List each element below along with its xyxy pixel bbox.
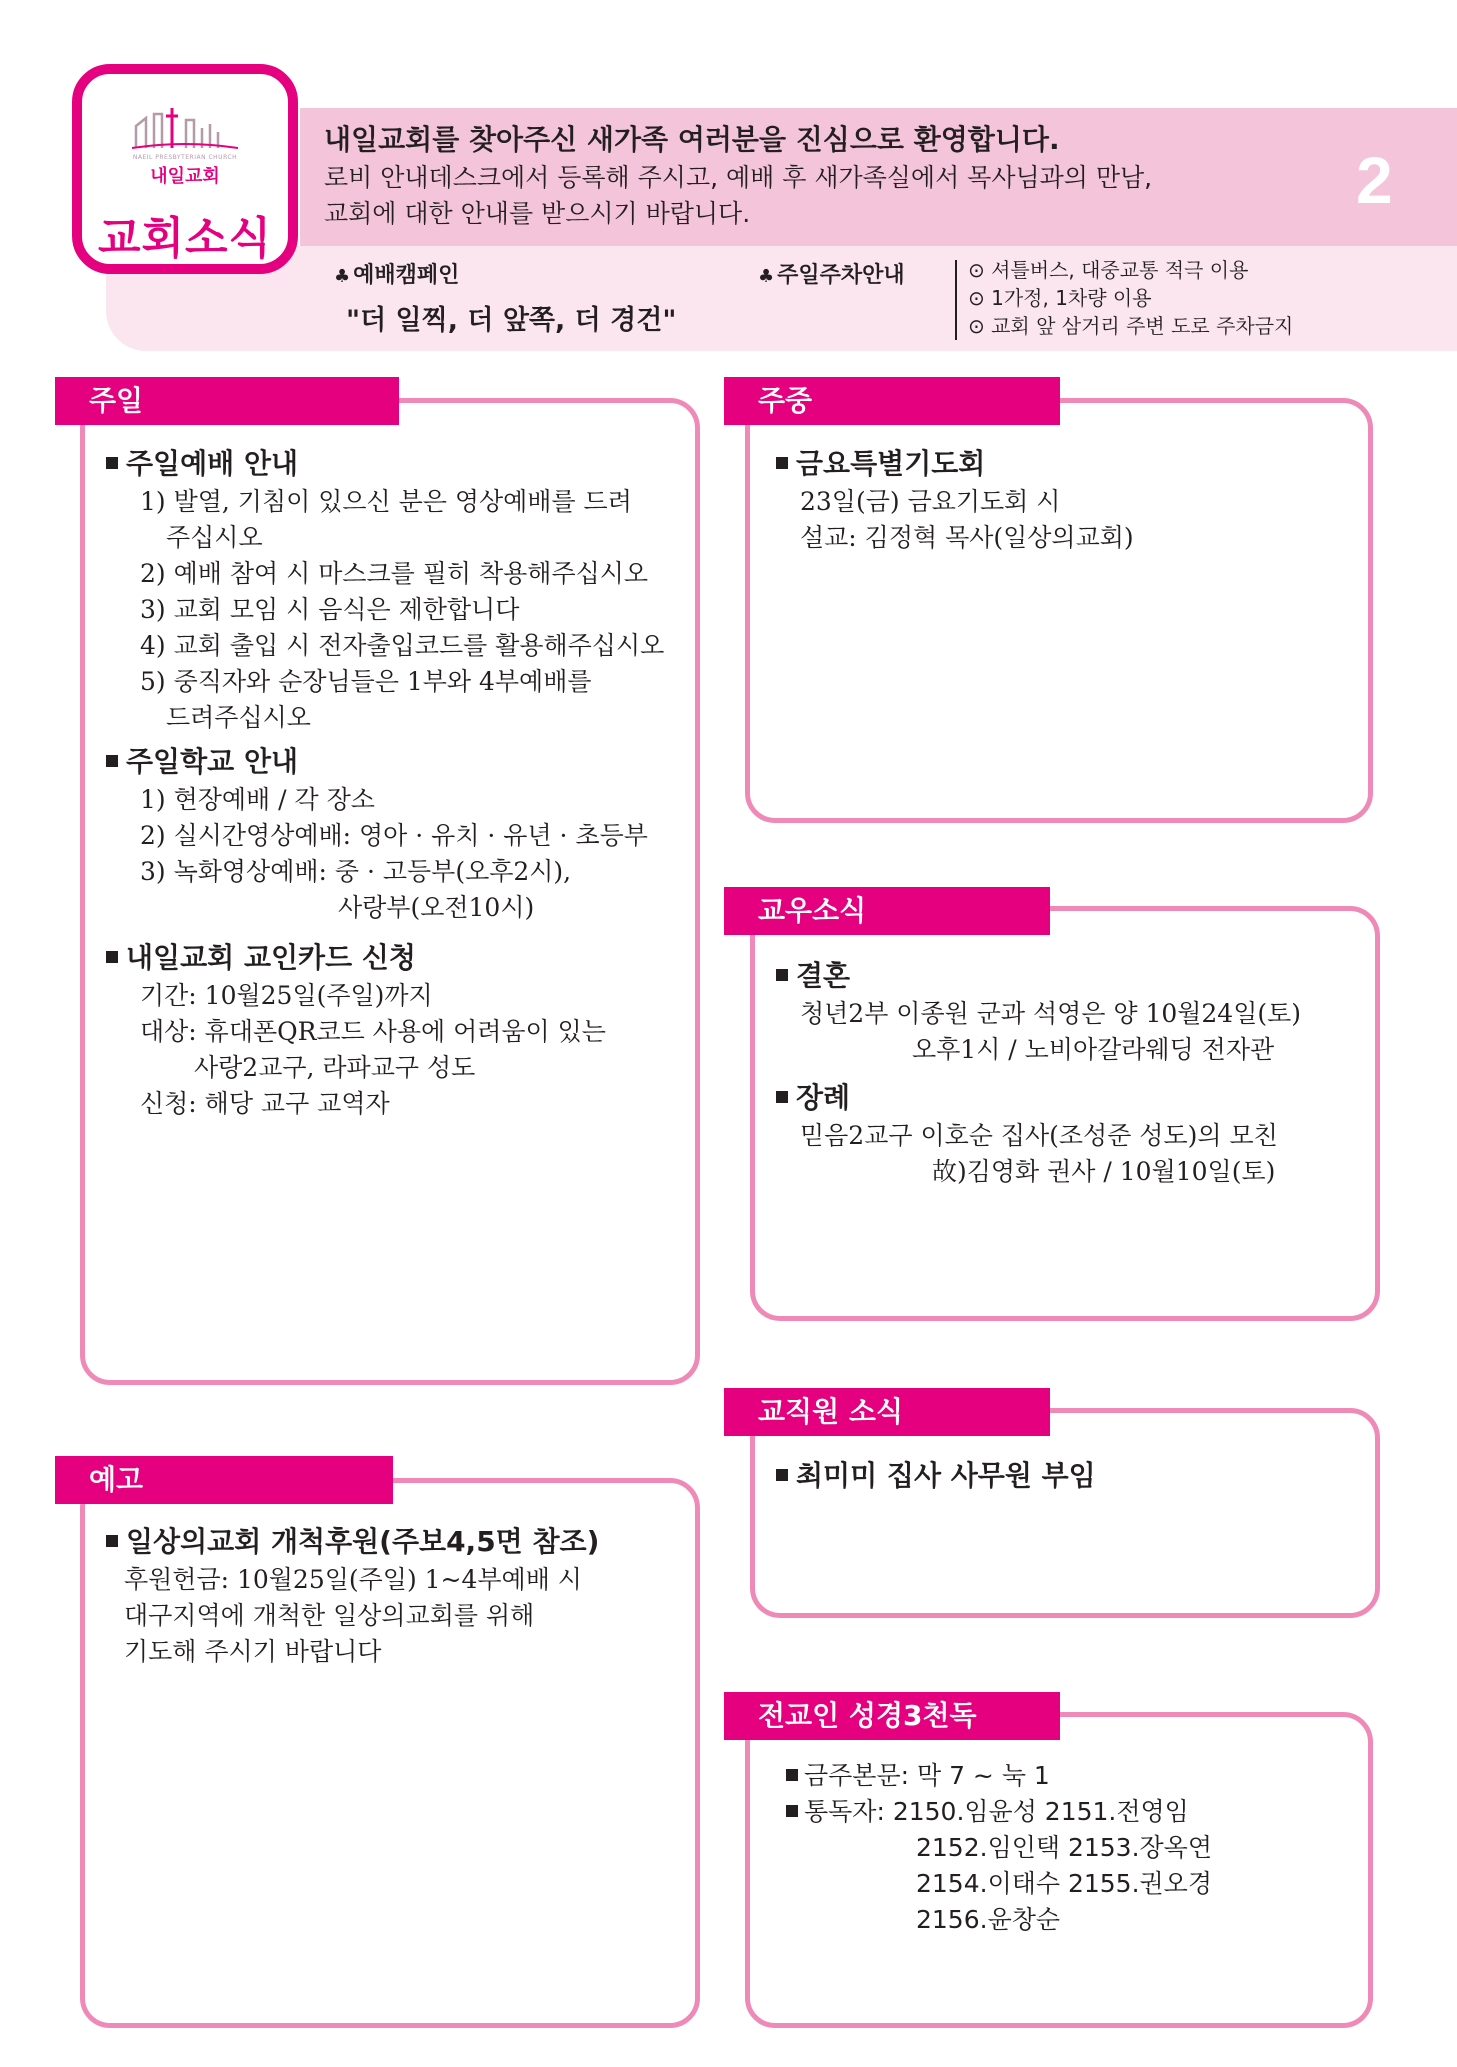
- parking-item: ⊙ 교회 앞 삼거리 주변 도로 주차금지: [968, 314, 1294, 338]
- text-line: 주십시오: [166, 523, 263, 552]
- text-line: 믿음2교구 이호순 집사(조성준 성도)의 모친: [800, 1121, 1278, 1150]
- text-line: 23일(금) 금요기도회 시: [800, 487, 1061, 516]
- welcome-title: 내일교회를 찾아주신 새가족 여러분을 진심으로 환영합니다.: [324, 123, 1060, 156]
- weekday-content: [776, 444, 1366, 556]
- text-line: 기도해 주시기 바랍니다: [124, 1637, 382, 1666]
- page-number: 2: [1356, 143, 1393, 217]
- staff-box: [750, 1408, 1380, 1618]
- text-line: 대구지역에 개척한 일상의교회를 위해: [124, 1601, 535, 1630]
- tab-bible: 전교인 성경3천독: [724, 1692, 1060, 1740]
- welcome-line: 로비 안내데스크에서 등록해 주시고, 예배 후 새가족실에서 목사님과의 만남,: [324, 163, 1153, 192]
- text-line: 드려주십시오: [166, 703, 311, 732]
- text-line: 설교: 김정혁 목사(일상의교회): [800, 523, 1134, 552]
- text-line: 2) 예배 참여 시 마스크를 필히 착용해주십시오: [140, 559, 649, 588]
- item-title: 금요특별기도회: [776, 444, 1366, 484]
- item-title: 주일학교 안내: [106, 742, 696, 782]
- text-line: 1) 발열, 기침이 있으신 분은 영상예배를 드려: [140, 487, 632, 516]
- text-line: 5) 중직자와 순장님들은 1부와 4부예배를: [140, 667, 592, 696]
- text-line: 1) 현장예배 / 각 장소: [140, 785, 375, 814]
- bullet-square-icon: [776, 1469, 788, 1481]
- club-icon: ♣: [334, 266, 351, 287]
- bullet-square-icon: [786, 1769, 798, 1781]
- parking-label: 주일주차안내: [777, 263, 905, 288]
- tab-sunday: 주일: [55, 377, 399, 425]
- item-title: 장례: [776, 1078, 1376, 1118]
- text-line: 2156.윤창순: [916, 1905, 1061, 1934]
- bullet-square-icon: [786, 1805, 798, 1817]
- text-line: 대상: 휴대폰QR코드 사용에 어려움이 있는: [140, 1017, 606, 1046]
- text-line: 사랑부(오전10시): [338, 893, 535, 922]
- tab-weekday: 주중: [724, 377, 1060, 425]
- club-icon: ♣: [758, 266, 775, 287]
- parking-item: ⊙ 1가정, 1차량 이용: [968, 286, 1152, 310]
- item-title: 일상의교회 개척후원(주보4,5면 참조): [106, 1522, 696, 1562]
- parking-item: ⊙ 셔틀버스, 대중교통 적극 이용: [968, 258, 1249, 282]
- campaign-label: 예배캠페인: [353, 263, 460, 288]
- bible-content: [786, 1758, 1366, 1938]
- logo-name: 내일교회: [150, 166, 220, 187]
- item-title: 결혼: [776, 956, 1376, 996]
- notice-content: [106, 1522, 696, 1670]
- logo-box: [72, 64, 298, 274]
- section-title: 교회소식: [97, 213, 272, 264]
- campaign-heading: [334, 258, 459, 289]
- text-line: 신청: 해당 교구 교역자: [140, 1089, 390, 1118]
- text-line: 오후1시 / 노비아갈라웨딩 전자관: [912, 1035, 1275, 1064]
- text-line: 사랑2교구, 라파교구 성도: [194, 1053, 476, 1082]
- text-line: 2) 실시간영상예배: 영아 · 유치 · 유년 · 초등부: [140, 821, 648, 850]
- text-line: 후원헌금: 10월25일(주일) 1~4부예배 시: [124, 1565, 582, 1594]
- tab-staff: 교직원 소식: [724, 1388, 1050, 1436]
- parking-heading: [758, 258, 905, 289]
- sunday-content: [106, 444, 696, 1122]
- tab-notice: 예고: [55, 1456, 393, 1504]
- bullet-square-icon: [776, 1091, 788, 1103]
- welcome-message: [324, 120, 1324, 232]
- welcome-line: 교회에 대한 안내를 받으시기 바랍니다.: [324, 199, 751, 228]
- text-line: 故)김영화 권사 / 10월10일(토): [932, 1157, 1276, 1186]
- text-line: 2154.이태수 2155.권오경: [916, 1869, 1212, 1898]
- logo-subtitle: NAEIL PRESBYTERIAN CHURCH: [132, 154, 238, 161]
- item-title: 내일교회 교인카드 신청: [106, 938, 696, 978]
- parking-list: [968, 256, 1293, 340]
- bullet-square-icon: [106, 1535, 118, 1547]
- text-line: 청년2부 이종원 군과 석영은 양 10월24일(토): [800, 999, 1302, 1028]
- text-line: 4) 교회 출입 시 전자출입코드를 활용해주십시오: [140, 631, 665, 660]
- bullet-square-icon: [106, 951, 118, 963]
- bullet-square-icon: [776, 969, 788, 981]
- text-line: 2152.임인택 2153.장옥연: [916, 1833, 1212, 1862]
- members-content: [776, 956, 1376, 1190]
- bullet-square-icon: [776, 457, 788, 469]
- church-logo-icon: [132, 104, 238, 150]
- text-line: 3) 녹화영상예배: 중 · 고등부(오후2시),: [140, 857, 572, 886]
- staff-content: [776, 1456, 1376, 1496]
- item-title: 최미미 집사 사무원 부임: [776, 1456, 1376, 1496]
- divider: [955, 260, 957, 340]
- text-line: 3) 교회 모임 시 음식은 제한합니다: [140, 595, 520, 624]
- text-line: 통독자: 2150.임윤성 2151.전영임: [786, 1794, 1366, 1830]
- bullet-square-icon: [106, 755, 118, 767]
- campaign-slogan: "더 일찍, 더 앞쪽, 더 경건": [346, 305, 677, 336]
- bullet-square-icon: [106, 457, 118, 469]
- text-line: 기간: 10월25일(주일)까지: [140, 981, 433, 1010]
- tab-members: 교우소식: [724, 887, 1050, 935]
- item-title: 주일예배 안내: [106, 444, 696, 484]
- text-line: 금주본문: 막 7 ~ 눅 1: [786, 1758, 1366, 1794]
